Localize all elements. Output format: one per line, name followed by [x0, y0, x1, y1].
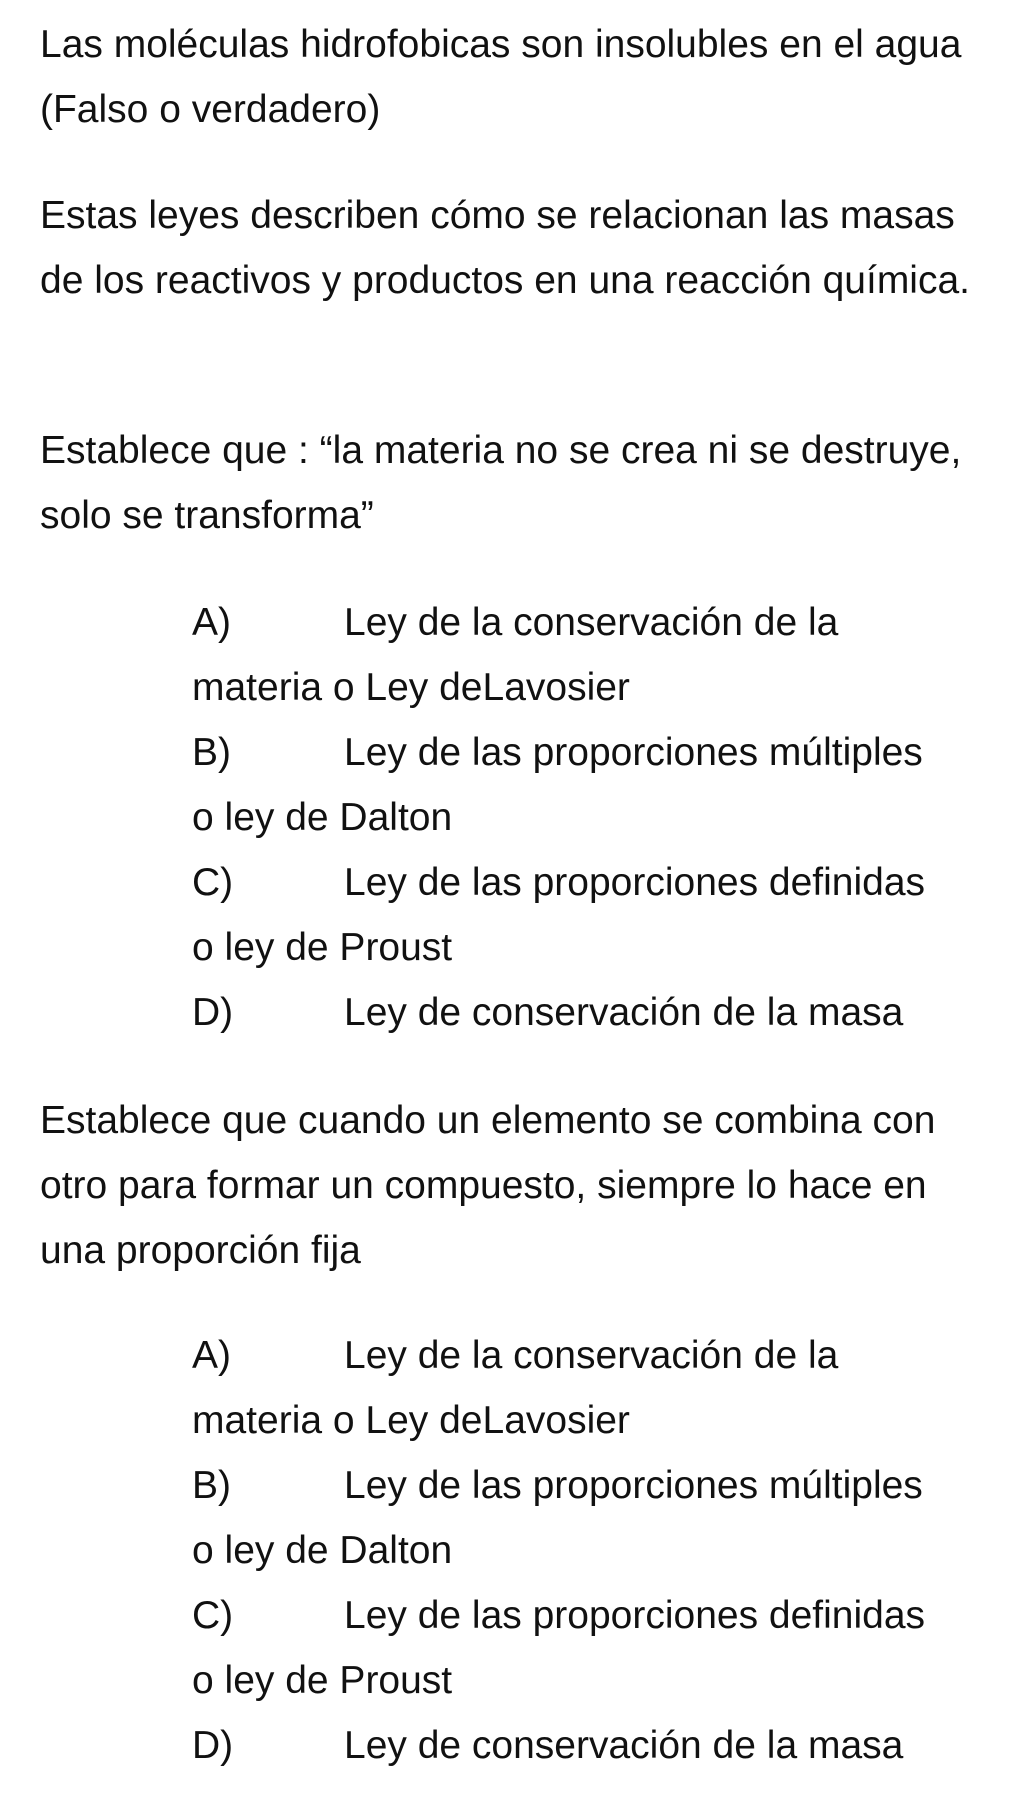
question-1-option-c [192, 850, 982, 980]
option-text-continued: o ley de Proust [192, 1659, 453, 1702]
question-2-option-b [192, 1453, 982, 1583]
question-1-option-a [192, 590, 982, 720]
question-2-options [192, 1323, 982, 1778]
option-text: Ley de la conservación de la [344, 601, 839, 644]
question-1-option-d [192, 980, 982, 1045]
question-1-option-b [192, 720, 982, 850]
option-letter: A) [192, 1334, 231, 1377]
option-text: Ley de las proporciones múltiples [344, 731, 923, 774]
option-letter: D) [192, 1724, 234, 1767]
question-2-option-a [192, 1323, 982, 1453]
option-text: Ley de conservación de la masa [344, 991, 904, 1034]
question-1-prompt: Establece que : “la materia no se crea ni se destruye, solo se transforma” [40, 429, 962, 537]
paragraph-hydrophobic: Las moléculas hidrofobicas son insolubles en el agua (Falso o verdadero) [40, 23, 962, 131]
option-text: Ley de las proporciones múltiples [344, 1464, 923, 1507]
option-text-continued: materia o Ley deLavosier [192, 666, 630, 709]
option-letter: C) [192, 861, 234, 904]
option-text-continued: o ley de Dalton [192, 1529, 453, 1572]
option-text: Ley de la conservación de la [344, 1334, 839, 1377]
option-letter: B) [192, 1464, 231, 1507]
option-text: Ley de las proporciones definidas [344, 1594, 926, 1637]
option-letter: D) [192, 991, 234, 1034]
option-text-continued: materia o Ley deLavosier [192, 1399, 630, 1442]
option-text-continued: o ley de Dalton [192, 796, 453, 839]
option-letter: B) [192, 731, 231, 774]
paragraph-laws-intro: Estas leyes describen cómo se relacionan las masas de los reactivos y productos en una reacción química. [40, 194, 971, 302]
question-2-option-c [192, 1583, 982, 1713]
question-2-option-d [192, 1713, 982, 1778]
option-letter: C) [192, 1594, 234, 1637]
question-1-options [192, 590, 982, 1045]
option-text: Ley de las proporciones definidas [344, 861, 926, 904]
question-2-prompt: Establece que cuando un elemento se combina con otro para formar un compuesto, siempre lo hace en una proporción fija [40, 1099, 936, 1272]
option-text-continued: o ley de Proust [192, 926, 453, 969]
option-text: Ley de conservación de la masa [344, 1724, 904, 1767]
option-letter: A) [192, 601, 231, 644]
